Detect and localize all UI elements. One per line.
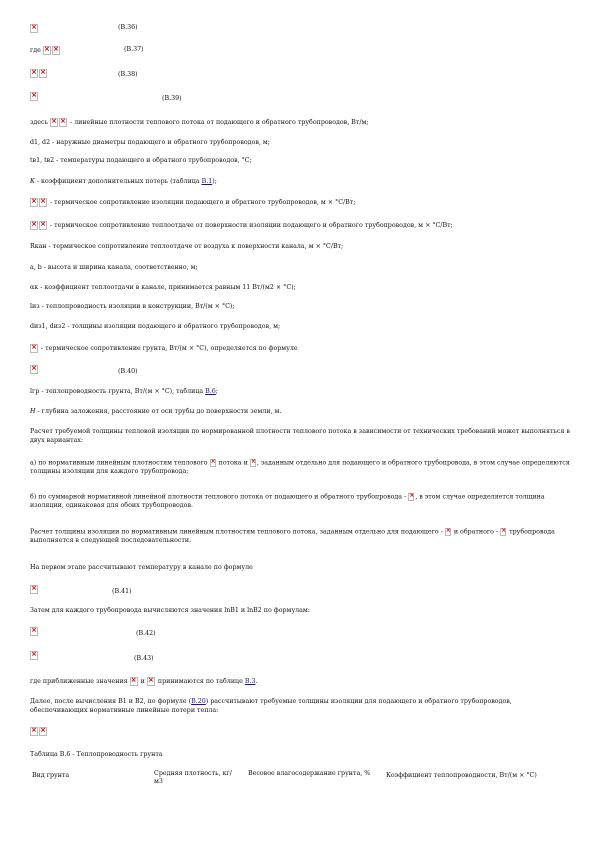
- equation-row-b43: [30, 651, 154, 662]
- equation-number: (В.41): [112, 588, 132, 595]
- broken-image-icon: [30, 344, 38, 353]
- equation-row-b38: [30, 69, 138, 79]
- paragraph-calculation-sequence: [30, 528, 570, 546]
- definition-text: - линейные плотности теплового потока от подающего и обратного трубопроводов, Вт/м;: [70, 119, 369, 126]
- broken-image-icon: [250, 459, 256, 467]
- definition-text: - коэффициент дополнительных потерь (таблица: [36, 178, 202, 185]
- definition-text: lгр - теплопроводность грунта, Вт/(м × °С), таблица: [30, 388, 206, 395]
- definition-insulation-resistance: [30, 198, 355, 208]
- definition-insulation-thickness: dиз1, dиз2 - толщины изоляции подающего и обратного трубопроводов, м;: [30, 323, 281, 330]
- broken-image-icon: [39, 221, 47, 230]
- approx-text-2: и: [140, 678, 145, 685]
- definition-coefficient-k: [30, 178, 217, 187]
- paragraph-then: Затем для каждого трубопровода вычисляются значения lnВ1 и lnВ2 по формулам:: [30, 607, 310, 614]
- broken-image-icon: [43, 46, 51, 55]
- definition-channel-resistance: Rкан - термическое сопротивление теплоотдаче от воздуха к поверхности канала, м × °С/Вт;: [30, 243, 344, 250]
- definition-text: - термическое сопротивление изоляции подающего и обратного трубопроводов, м × °С/Вт;: [50, 199, 356, 206]
- table-header-conductivity: Коэффициент теплопроводности, Вт/(м × °С): [386, 772, 537, 779]
- broken-image-icon: [408, 493, 414, 501]
- broken-image-icon: [30, 585, 38, 594]
- equation-number: (В.38): [118, 71, 138, 78]
- equation-number: (В.40): [118, 368, 138, 375]
- equation-row-b42: [30, 627, 156, 637]
- calc-text-3: трубопровода выполняется в следующей последовательности.: [30, 528, 555, 544]
- link-formula-b20[interactable]: В.20: [191, 698, 206, 705]
- paragraph-option-b: [30, 493, 570, 511]
- equation-row-b36: [30, 24, 138, 34]
- link-table-b6[interactable]: В.6: [205, 388, 216, 395]
- approx-text-3: принимаются по таблице: [157, 678, 245, 685]
- paragraph-approx-values: [30, 677, 257, 687]
- broken-image-icon: [30, 365, 38, 374]
- definition-depth: [30, 408, 281, 417]
- option-a-text: а) по нормативным линейным плотностям теплового: [30, 459, 208, 467]
- equation-number: (В.36): [118, 24, 138, 31]
- definition-channel-size: a, b - высота и ширина канала, соответственно, м;: [30, 264, 198, 271]
- variable-h: Н: [30, 408, 36, 415]
- broken-image-icon: [52, 46, 60, 55]
- broken-image-icon: [39, 198, 47, 207]
- approx-text: где приближенные значения: [30, 678, 128, 685]
- definition-heat-transfer-coefficient: αк - коэффициент теплоотдачи в канале, принимается равным 11 Вт/(м2 × °С);: [30, 284, 296, 291]
- broken-image-icon: [39, 727, 47, 736]
- next-text-2: ) рассчитывают требуемые толщины изоляции для подающего и обратного трубопроводов, обеспечивающих нормативные линейные потери тепла:: [30, 698, 512, 714]
- broken-image-icon: [210, 459, 216, 467]
- broken-image-icon: [30, 92, 38, 101]
- equation-row-b40: [30, 365, 138, 375]
- broken-image-icon: [50, 118, 58, 127]
- definition-temperatures: tв1, tв2 - температуры подающего и обратного трубопроводов, °С;: [30, 157, 252, 164]
- table-header-moisture: Весовое влагосодержание грунта, %: [248, 770, 371, 777]
- definition-insulation-conductivity: lиз - теплопроводность изоляции в конструкции, Вт/(м × °С);: [30, 303, 235, 310]
- equation-number: (В.37): [124, 46, 144, 53]
- definition-surface-resistance: [30, 221, 453, 231]
- text-where: где: [30, 47, 41, 54]
- broken-image-icon: [30, 627, 38, 636]
- equation-number: (В.43): [134, 655, 154, 662]
- next-text: Далее, после вычисления В1 и В2, по формуле (: [30, 698, 192, 705]
- link-table-b1[interactable]: В.1: [201, 178, 213, 185]
- broken-image-icon: [30, 69, 38, 78]
- calc-text-2: и обратного -: [453, 528, 499, 536]
- broken-image-icon: [130, 677, 138, 686]
- equation-row-b39: [30, 92, 182, 102]
- definition-linear-density: [30, 118, 368, 128]
- equation-number: (В.39): [162, 95, 182, 102]
- paragraph-first-stage: На первом этапе рассчитывают температуру в канале по формуле: [30, 564, 253, 571]
- option-a-text-3: , заданным отдельно для подающего и обратного трубопровода, в этом случае определяются толщины изоляции для каждого трубопровода;: [30, 459, 570, 475]
- paragraph-next: [30, 698, 570, 715]
- option-b-text: б) по суммарной нормативной линейной плотности теплового потока от подающего и обратного трубопровода -: [30, 493, 407, 501]
- equation-number: (В.42): [136, 630, 156, 637]
- broken-image-icon: [500, 528, 506, 536]
- equation-row-b41: [30, 585, 132, 595]
- definition-text: - глубина заложения, расстояние от оси трубы до поверхности земли, м.: [37, 408, 282, 415]
- definition-soil-conductivity: [30, 388, 218, 397]
- option-a-text-2: потока и: [218, 459, 248, 467]
- paragraph-calculation-options: Расчет требуемой толщины тепловой изоляции по нормированной плотности теплового потока в зависимости от технических требований может выполняться в двух вариантах:: [30, 428, 570, 444]
- definition-text-end: ;: [215, 388, 218, 395]
- definition-text: - термическое сопротивление теплоотдаче от поверхности изоляции подающего и обратного трубопроводов, м × °С/Вт;: [50, 222, 453, 229]
- table-title: Таблица В.6 - Теплопроводность грунта: [30, 751, 163, 758]
- table-header-density: Средняя плотность, кг/м3: [154, 770, 232, 785]
- definition-text-end: );: [212, 178, 217, 185]
- broken-image-icon: [30, 651, 38, 660]
- table-header-soil-type: Вид грунта: [32, 772, 70, 779]
- broken-image-icon: [39, 69, 47, 78]
- definition-soil-resistance: [30, 344, 298, 354]
- approx-text-end: .: [255, 678, 258, 685]
- broken-image-icon: [30, 24, 38, 33]
- broken-image-icon: [30, 198, 38, 207]
- paragraph-option-a: [30, 459, 570, 477]
- broken-image-icon: [30, 727, 38, 736]
- broken-image-icon: [147, 677, 155, 686]
- formula-images-row: [30, 727, 48, 737]
- variable-k: К: [30, 178, 35, 185]
- broken-image-icon: [30, 221, 38, 230]
- broken-image-icon: [59, 118, 67, 127]
- calc-text: Расчет толщины изоляции по нормативным линейным плотностям теплового потока, заданным отдельно для подающего -: [30, 528, 443, 536]
- definition-diameters: d1, d2 - наружные диаметры подающего и обратного трубопроводов, м;: [30, 139, 270, 146]
- option-b-text-2: , в этом случае определяется толщина изоляции, одинаковая для обоих трубопроводов.: [30, 493, 545, 509]
- definition-text: - термическое сопротивление грунта, Вт/(м × °С), определяется по формуле: [41, 345, 298, 352]
- text-here: здесь: [30, 119, 48, 126]
- equation-row-b37: [30, 46, 144, 56]
- broken-image-icon: [445, 528, 451, 536]
- link-table-b3[interactable]: В.3: [244, 678, 256, 685]
